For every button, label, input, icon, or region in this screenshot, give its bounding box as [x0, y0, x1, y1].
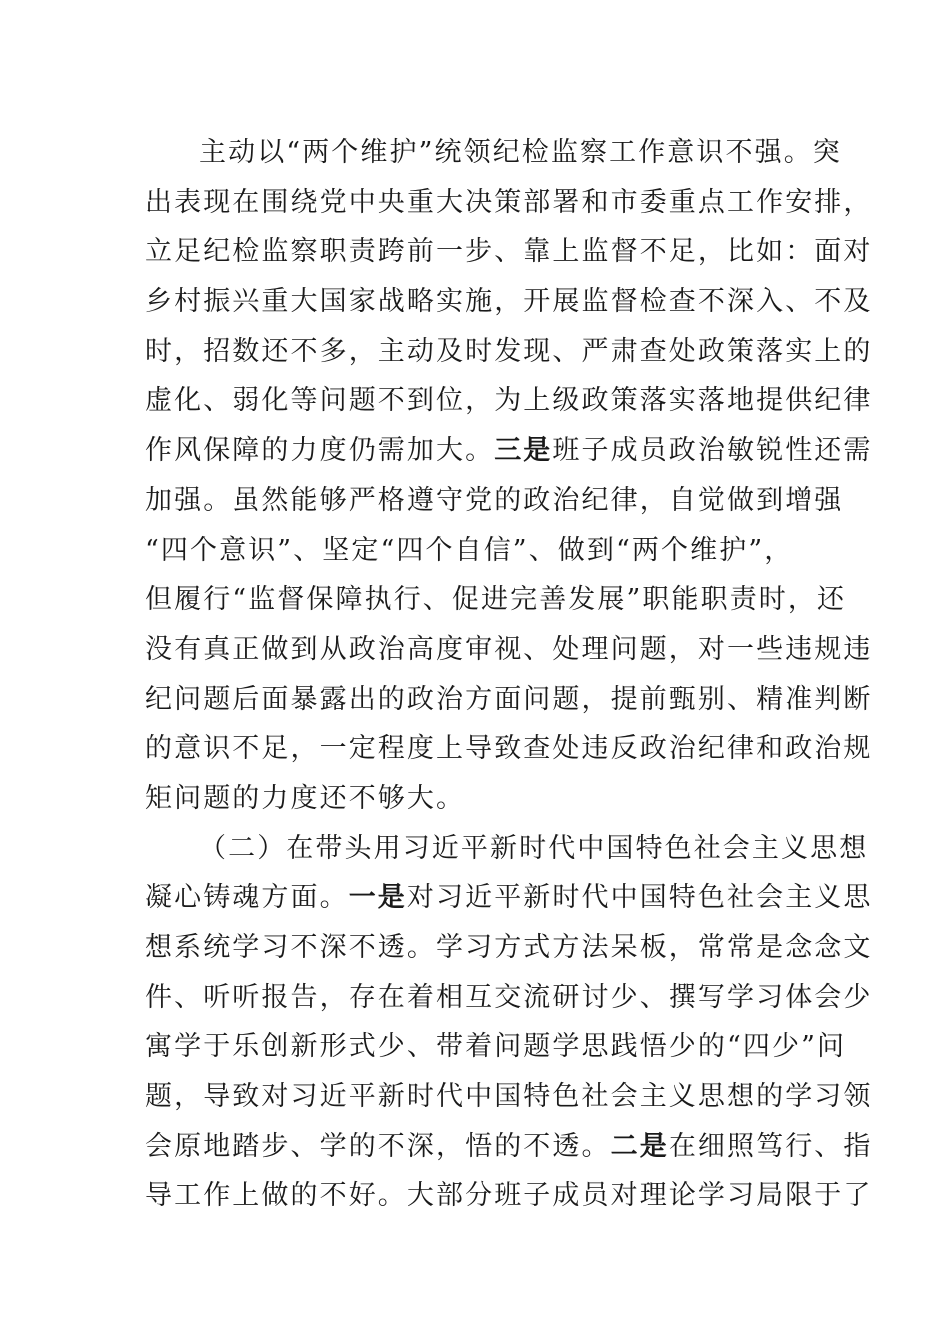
text-run: 班子成员政治敏锐性还需 [552, 435, 873, 467]
section-heading-line [145, 824, 869, 874]
text-line [145, 227, 873, 277]
document-body [145, 128, 873, 1221]
text-run: 虚化、弱化等问题不到位，为上级政策落实落地提供纪律 [145, 385, 873, 417]
bold-ordinal: 二是 [610, 1130, 669, 1162]
text-run: 出表现在围绕党中央重大决策部署和市委重点工作安排， [145, 186, 873, 218]
text-run: 在细照笃行、指 [668, 1130, 873, 1162]
text-line [145, 476, 844, 526]
text-line [145, 973, 873, 1023]
text-run: 想系统学习不深不透。学习方式方法呆板，常常是念念文 [145, 932, 873, 963]
text-line [145, 873, 873, 923]
text-run: 导工作上做的不好。大部分班子成员对理论学习局限于了 [145, 1180, 873, 1212]
text-line [145, 923, 873, 973]
text-line [145, 575, 847, 625]
text-run: 对习近平新时代中国特色社会主义思 [406, 882, 873, 914]
text-line [145, 178, 873, 228]
text-line [145, 774, 807, 824]
text-run: 会原地踏步、学的不深，悟的不透。 [145, 1130, 611, 1162]
text-run: 纪问题后面暴露出的政治方面问题，提前甄别、精准判断 [145, 683, 873, 715]
bold-ordinal: 一是 [348, 882, 407, 914]
text-line [145, 675, 873, 725]
text-run: 但履行“监督保障执行、促进完善发展”职能职责时，还 [145, 584, 847, 616]
bold-ordinal: 三是 [494, 435, 553, 467]
text-line [145, 327, 873, 377]
text-line [145, 128, 842, 178]
text-run: （二）在带头用习近平新时代中国特色社会主义思想 [199, 832, 869, 864]
text-line [145, 526, 807, 576]
text-line [145, 426, 873, 476]
text-run: 寓学于乐创新形式少、带着问题学思践悟少的“四少”问 [145, 1031, 847, 1063]
text-line [145, 1022, 847, 1072]
text-run: 立足纪检监察职责跨前一步、靠上监督不足，比如：面对 [145, 236, 873, 268]
text-run: 凝心铸魂方面。 [145, 882, 349, 914]
text-run: 主动以“两个维护”统领纪检监察工作意识不强。突 [199, 137, 842, 168]
text-run: 时，招数还不多，主动及时发现、严肃查处政策落实上的 [145, 335, 873, 367]
text-run: 作风保障的力度仍需加大。 [145, 435, 495, 467]
text-line [145, 1122, 873, 1172]
text-run: 没有真正做到从政治高度审视、处理问题，对一些违规违 [145, 633, 873, 665]
text-run: 矩问题的力度还不够大。 [145, 782, 466, 814]
text-line [145, 376, 873, 426]
text-run: 件、听听报告，存在着相互交流研讨少、撰写学习体会少 [145, 981, 873, 1013]
text-line [145, 625, 873, 675]
text-run: 乡村振兴重大国家战略实施，开展监督检查不深入、不及 [145, 286, 873, 318]
text-line [145, 277, 873, 327]
text-line [145, 724, 873, 774]
text-run: 的意识不足，一定程度上导致查处违反政治纪律和政治规 [145, 733, 873, 765]
text-run: 加强。虽然能够严格遵守党的政治纪律，自觉做到增强 [145, 484, 844, 516]
text-line [145, 1171, 873, 1221]
text-run: “四个意识”、坚定“四个自信”、做到“两个维护”， [145, 534, 794, 566]
text-line [145, 1072, 873, 1122]
text-run: 题，导致对习近平新时代中国特色社会主义思想的学习领 [145, 1081, 873, 1113]
